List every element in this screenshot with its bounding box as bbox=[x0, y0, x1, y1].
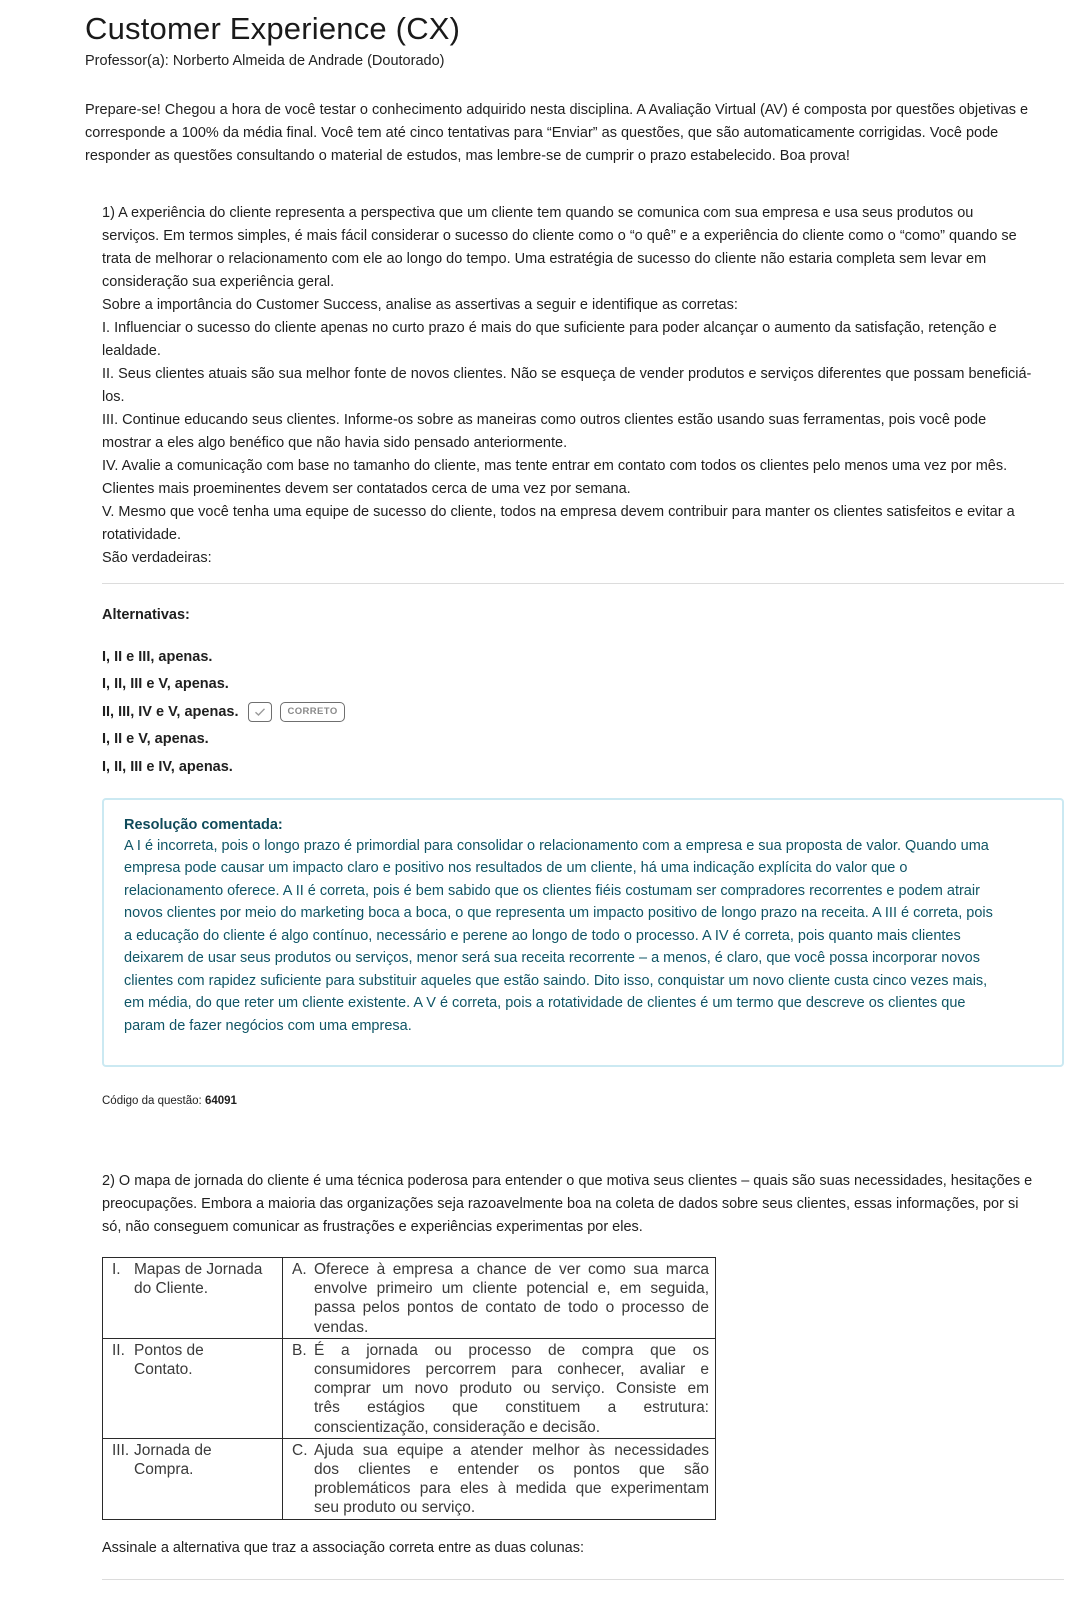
cell-line: problemáticos para eles à medida que experimentam bbox=[314, 1480, 709, 1498]
table-row bbox=[103, 1438, 716, 1519]
question-line: I. Influenciar o sucesso do cliente apenas no curto prazo é mais do que suficiente para poder alcançar o aumento da satisfação, retenção e bbox=[102, 320, 997, 336]
table-cell-right bbox=[283, 1258, 716, 1339]
divider bbox=[102, 1579, 1064, 1580]
question-code bbox=[102, 1095, 1064, 1107]
row-label: II. bbox=[112, 1341, 125, 1359]
intro-line: responder as questões consultando o material de estudos, mas lembre-se de cumprir o prazo estabelecido. Boa prova! bbox=[85, 148, 850, 164]
question-1-text bbox=[102, 202, 1064, 570]
cell-line: do Cliente. bbox=[134, 1280, 209, 1298]
table-cell-right bbox=[283, 1438, 716, 1519]
question-line: los. bbox=[102, 389, 125, 405]
divider bbox=[102, 583, 1064, 584]
cell-line: consumidores percorrem para conhecer, avaliar e bbox=[314, 1361, 709, 1379]
alternative-option[interactable] bbox=[102, 643, 1064, 671]
question-line: 1) A experiência do cliente representa a perspectiva que um cliente tem quando se comunica com sua empresa e usa seus produtos ou bbox=[102, 205, 974, 221]
question-line: só, não conseguem comunicar as frustrações e experiências experimentas por eles. bbox=[102, 1219, 643, 1235]
resolution-line: a educação do cliente é algo contínuo, necessário e perene ao longo de todo o processo. A IV é correta, pois quanto mais clientes bbox=[124, 927, 961, 944]
cell-line: Contato. bbox=[134, 1361, 193, 1379]
question-line: mostrar a eles algo benéfico que não havia sido pensado anteriormente. bbox=[102, 435, 568, 451]
question-line: rotatividade. bbox=[102, 527, 181, 543]
question-line: consideração sua experiência geral. bbox=[102, 274, 335, 290]
cell-line: Oferece à empresa a chance de ver como sua marca bbox=[314, 1261, 709, 1278]
resolution-line: param de fazer negócios com uma empresa. bbox=[124, 1017, 412, 1034]
question-2 bbox=[102, 1170, 1064, 1580]
professor-name: Professor(a): Norberto Almeida de Andrade (Doutorado) bbox=[85, 53, 445, 69]
correct-mark bbox=[248, 702, 344, 722]
cell-line: comprar um novo produto ou serviço. Consiste em bbox=[314, 1380, 709, 1398]
intro-text bbox=[85, 99, 1075, 168]
table-cell-right bbox=[283, 1338, 716, 1438]
table-row bbox=[103, 1338, 716, 1438]
cell-line: Compra. bbox=[134, 1461, 194, 1479]
cell-line: seu produto ou serviço. bbox=[314, 1499, 476, 1517]
question-line: São verdadeiras: bbox=[102, 550, 212, 566]
resolution-line: relacionamento oferece. A II é correta, pois é bem sabido que os clientes fiéis costumam ser compradores recorrentes e podem atrair bbox=[124, 882, 980, 899]
resolution-line: empresa pode causar um impacto claro e positivo nos resultados de um cliente, há uma indicação explícita do valor que o bbox=[124, 860, 908, 876]
resolution-line: A I é incorreta, pois o longo prazo é primordial para consolidar o relacionamento com a empresa e sua proposta de valor. Quando uma bbox=[124, 837, 989, 854]
row-label: III. bbox=[112, 1441, 130, 1459]
question-line: serviços. Em termos simples, é mais fácil considerar o sucesso do cliente como o “o quê” e a experiência do cliente como o “como” quando se bbox=[102, 228, 1017, 244]
alternatives-list bbox=[102, 643, 1064, 781]
alternative-option-selected[interactable] bbox=[102, 698, 1064, 726]
question-line: preocupações. Embora a maioria das organizações seja razoavelmente boa na coleta de dados sobre seus clientes, essas informações, por si bbox=[102, 1196, 1019, 1212]
cell-line: passa pelos pontos de contato de todo o processo de bbox=[314, 1299, 709, 1317]
table-cell-left bbox=[103, 1438, 283, 1519]
alternative-label: I, II, III e V, apenas. bbox=[102, 676, 229, 693]
alternative-label: I, II, III e IV, apenas. bbox=[102, 758, 233, 775]
question-line: 2) O mapa de jornada do cliente é uma técnica poderosa para entender o que motiva seus clientes – quais são suas necessidades, hesitações e bbox=[102, 1173, 1033, 1189]
intro-line: corresponde a 100% da média final. Você tem até cinco tentativas para “Enviar” as questões, que são automaticamente corrigidas. Você pode bbox=[85, 125, 999, 141]
row-label: A. bbox=[292, 1261, 307, 1278]
cell-line: três estágios que constituem a estrutura: bbox=[314, 1399, 709, 1417]
alternative-label: I, II e III, apenas. bbox=[102, 648, 213, 665]
alternative-option[interactable] bbox=[102, 726, 1064, 754]
cell-line: Jornada de bbox=[134, 1441, 212, 1459]
cell-line: Pontos de bbox=[134, 1341, 204, 1359]
question-line: IV. Avalie a comunicação com base no tamanho do cliente, mas tente entrar em contato com todos os clientes pelo menos uma vez por mês. bbox=[102, 458, 1008, 474]
page-title: Customer Experience (CX) bbox=[85, 11, 461, 46]
cell-line: envolve primeiro um cliente potencial e, em seguida, bbox=[314, 1280, 709, 1298]
resolution-line: clientes com rapidez suficiente para substituir aqueles que estão saindo. Dito isso, conquistar um novo cliente custa cinco vezes mais, bbox=[124, 972, 988, 989]
instruction-text: Assinale a alternativa que traz a associação correta entre as duas colunas: bbox=[102, 1539, 584, 1556]
cell-line: vendas. bbox=[314, 1318, 369, 1336]
question-1 bbox=[102, 202, 1064, 1107]
alternative-label: II, III, IV e V, apenas. bbox=[102, 703, 239, 720]
question-code-label: Código da questão: bbox=[102, 1095, 205, 1107]
cell-line: dos clientes e entender os pontos que são bbox=[314, 1461, 709, 1479]
row-label: B. bbox=[292, 1341, 307, 1359]
association-table bbox=[102, 1257, 716, 1520]
alternatives-title: Alternativas: bbox=[102, 607, 190, 623]
alternative-option[interactable] bbox=[102, 671, 1064, 699]
intro-line: Prepare-se! Chegou a hora de você testar o conhecimento adquirido nesta disciplina. A Avaliação Virtual (AV) é composta por questões objetivas e bbox=[85, 102, 1029, 118]
question-line: trata de melhorar o relacionamento com ele ao longo do tempo. Uma estratégia de sucesso do cliente não estaria completa sem levar em bbox=[102, 251, 987, 267]
cell-line: É a jornada ou processo de compra que os bbox=[314, 1341, 709, 1359]
correct-badge: CORRETO bbox=[280, 702, 344, 722]
question-line: Sobre a importância do Customer Success, analise as assertivas a seguir e identifique as corretas: bbox=[102, 297, 738, 313]
resolution-box bbox=[102, 798, 1064, 1068]
question-line: Clientes mais proeminentes devem ser contatados cerca de uma vez por semana. bbox=[102, 481, 631, 497]
cell-line: Ajuda sua equipe a atender melhor às necessidades bbox=[314, 1441, 709, 1459]
resolution-line: novos clientes por meio do marketing boca a boca, o que representa um impacto positivo de longo prazo na receita. A III é correta, pois bbox=[124, 905, 993, 921]
question-line: II. Seus clientes atuais são sua melhor fonte de novos clientes. Não se esqueça de vender produtos e serviços diferentes que possam beneficiá- bbox=[102, 366, 1032, 382]
resolution-title: Resolução comentada: bbox=[124, 816, 283, 833]
table-cell-left bbox=[103, 1338, 283, 1438]
resolution-line: deixarem de usar seus produtos ou serviços, menor será sua receita recorrente – a menos, é claro, que você possa incorporar novos bbox=[124, 950, 980, 966]
question-line: III. Continue educando seus clientes. Informe-os sobre as maneiras como outros clientes estão usando suas ferramentas, pois você pode bbox=[102, 412, 987, 428]
row-label: C. bbox=[292, 1441, 308, 1459]
question-code-value: 64091 bbox=[204, 1095, 237, 1107]
question-line: V. Mesmo que você tenha uma equipe de sucesso do cliente, todos na empresa devem contribuir para manter os clientes satisfeitos e evitar a bbox=[102, 504, 1015, 520]
row-label: I. bbox=[112, 1261, 121, 1278]
table-row bbox=[103, 1258, 716, 1339]
alternative-label: I, II e V, apenas. bbox=[102, 731, 209, 748]
cell-line: conscientização, consideração e decisão. bbox=[314, 1418, 601, 1436]
question-line: lealdade. bbox=[102, 343, 161, 359]
check-icon bbox=[248, 702, 272, 722]
table-cell-left bbox=[103, 1258, 283, 1339]
resolution-line: em média, do que reter um cliente existente. A V é correta, pois a rotatividade de clientes é um termo que descreve os clientes que bbox=[124, 995, 966, 1011]
cell-line: Mapas de Jornada bbox=[134, 1261, 263, 1278]
alternative-option[interactable] bbox=[102, 753, 1064, 781]
